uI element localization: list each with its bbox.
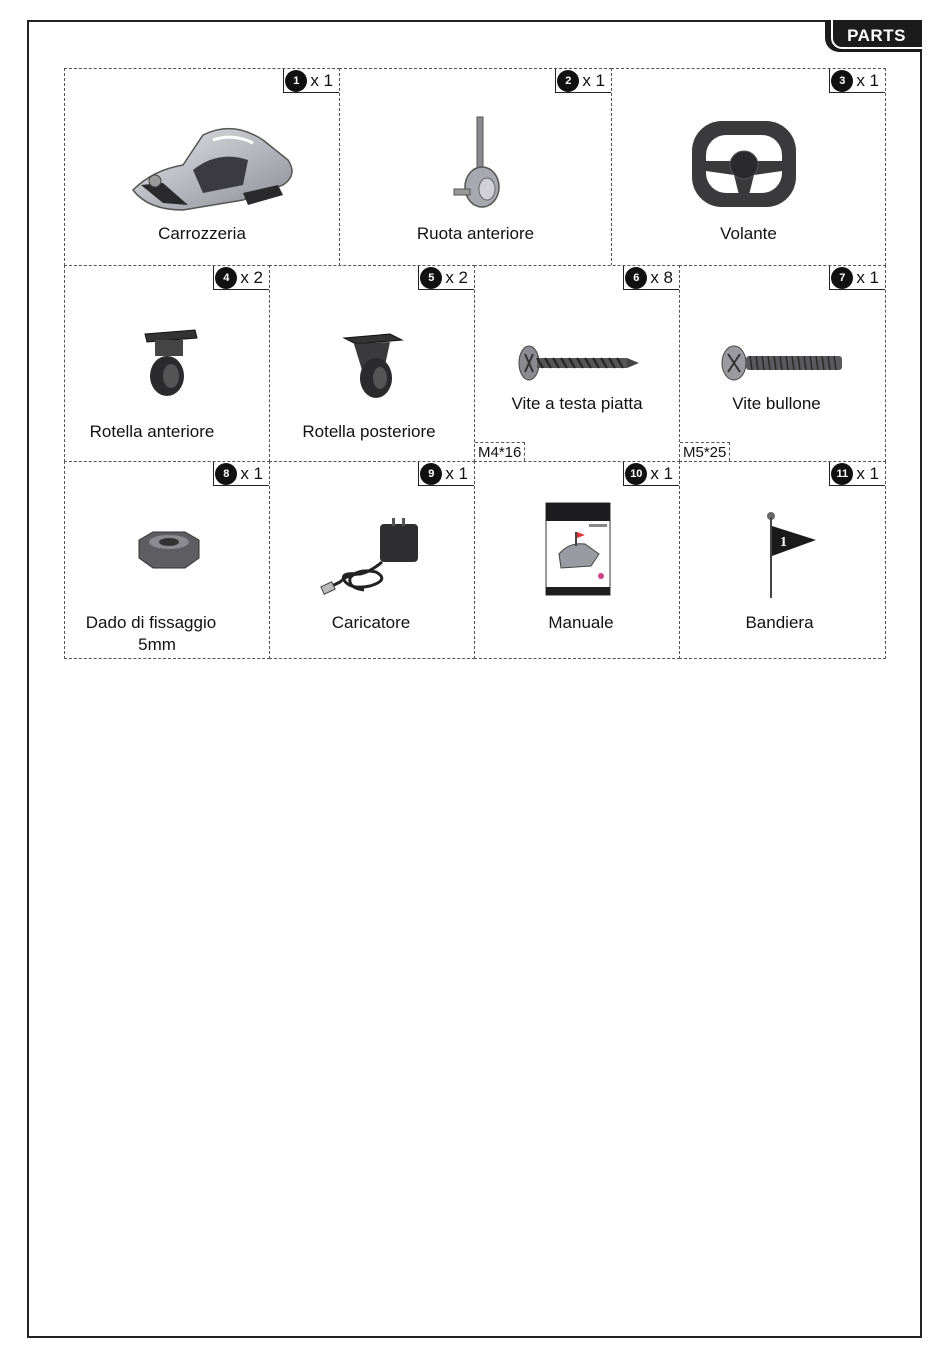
- part-name: Bandiera: [745, 613, 814, 632]
- part-name: Vite bullone: [732, 394, 821, 413]
- hex-nut-icon: [135, 530, 201, 572]
- part-quantity: x 8: [650, 267, 673, 287]
- part-cell-8: [64, 461, 270, 659]
- part-qty-badge: [829, 266, 885, 290]
- part-qty-badge: [829, 462, 885, 486]
- part-name: Ruota anteriore: [416, 224, 535, 243]
- part-qty-badge: [555, 69, 611, 93]
- part-quantity: x 2: [240, 267, 263, 287]
- part-cell-1: [64, 68, 340, 266]
- part-spec: M4*16: [475, 442, 525, 461]
- part-name: Rotella posteriore: [302, 422, 436, 441]
- part-number: 6: [627, 269, 645, 287]
- part-qty-badge: [213, 462, 269, 486]
- part-cell-2: [339, 68, 612, 266]
- part-quantity: x 1: [856, 70, 879, 90]
- front-caster-icon: [137, 326, 203, 401]
- part-cell-7: [679, 265, 886, 462]
- part-qty-badge: [283, 69, 339, 93]
- part-quantity: x 2: [445, 267, 468, 287]
- part-quantity: x 1: [240, 463, 263, 483]
- part-name: Dado di fissaggio: [85, 613, 217, 632]
- part-number: 4: [217, 269, 235, 287]
- part-quantity: x 1: [310, 70, 333, 90]
- part-number: 2: [559, 72, 577, 90]
- part-number: 1: [287, 72, 305, 90]
- part-cell-11: [679, 461, 886, 659]
- part-qty-badge: [213, 266, 269, 290]
- part-cell-9: [269, 461, 475, 659]
- part-quantity: x 1: [856, 463, 879, 483]
- part-number: 7: [833, 269, 851, 287]
- part-number: 8: [217, 465, 235, 483]
- manual-icon: [545, 502, 611, 596]
- flat-head-screw-icon: [517, 344, 641, 384]
- part-spec: M5*25: [680, 442, 730, 461]
- front-wheel-icon: [450, 115, 510, 220]
- part-number: 11: [833, 465, 851, 483]
- part-cell-3: [611, 68, 886, 266]
- flag-icon: [764, 510, 824, 600]
- part-qty-badge: [623, 462, 679, 486]
- kart-body-icon: [123, 115, 303, 225]
- part-quantity: x 1: [856, 267, 879, 287]
- part-name-line2: 5mm: [138, 635, 176, 654]
- steering-wheel-icon: [684, 115, 804, 215]
- part-number: 5: [422, 269, 440, 287]
- part-qty-badge: [623, 266, 679, 290]
- part-name: Rotella anteriore: [89, 422, 215, 441]
- part-cell-4: [64, 265, 270, 462]
- part-number: 10: [627, 465, 645, 483]
- parts-tab: [825, 20, 922, 52]
- part-qty-badge: [829, 69, 885, 93]
- bolt-screw-icon: [720, 344, 846, 384]
- part-name: Vite a testa piatta: [511, 394, 643, 413]
- part-cell-6: [474, 265, 680, 462]
- part-quantity: x 1: [582, 70, 605, 90]
- part-number: 3: [833, 72, 851, 90]
- part-name: Caricatore: [331, 613, 411, 632]
- part-quantity: x 1: [650, 463, 673, 483]
- part-name: Carrozzeria: [158, 224, 246, 243]
- part-cell-10: [474, 461, 680, 659]
- parts-tab-label: PARTS: [847, 26, 906, 45]
- part-qty-badge: [418, 266, 474, 290]
- part-name: Manuale: [548, 613, 614, 632]
- charger-icon: [320, 516, 428, 600]
- part-number: 9: [422, 465, 440, 483]
- part-qty-badge: [418, 462, 474, 486]
- part-cell-5: [269, 265, 475, 462]
- flag-number: 1: [780, 535, 787, 550]
- part-quantity: x 1: [445, 463, 468, 483]
- rear-caster-icon: [340, 330, 406, 402]
- part-name: Volante: [720, 224, 777, 243]
